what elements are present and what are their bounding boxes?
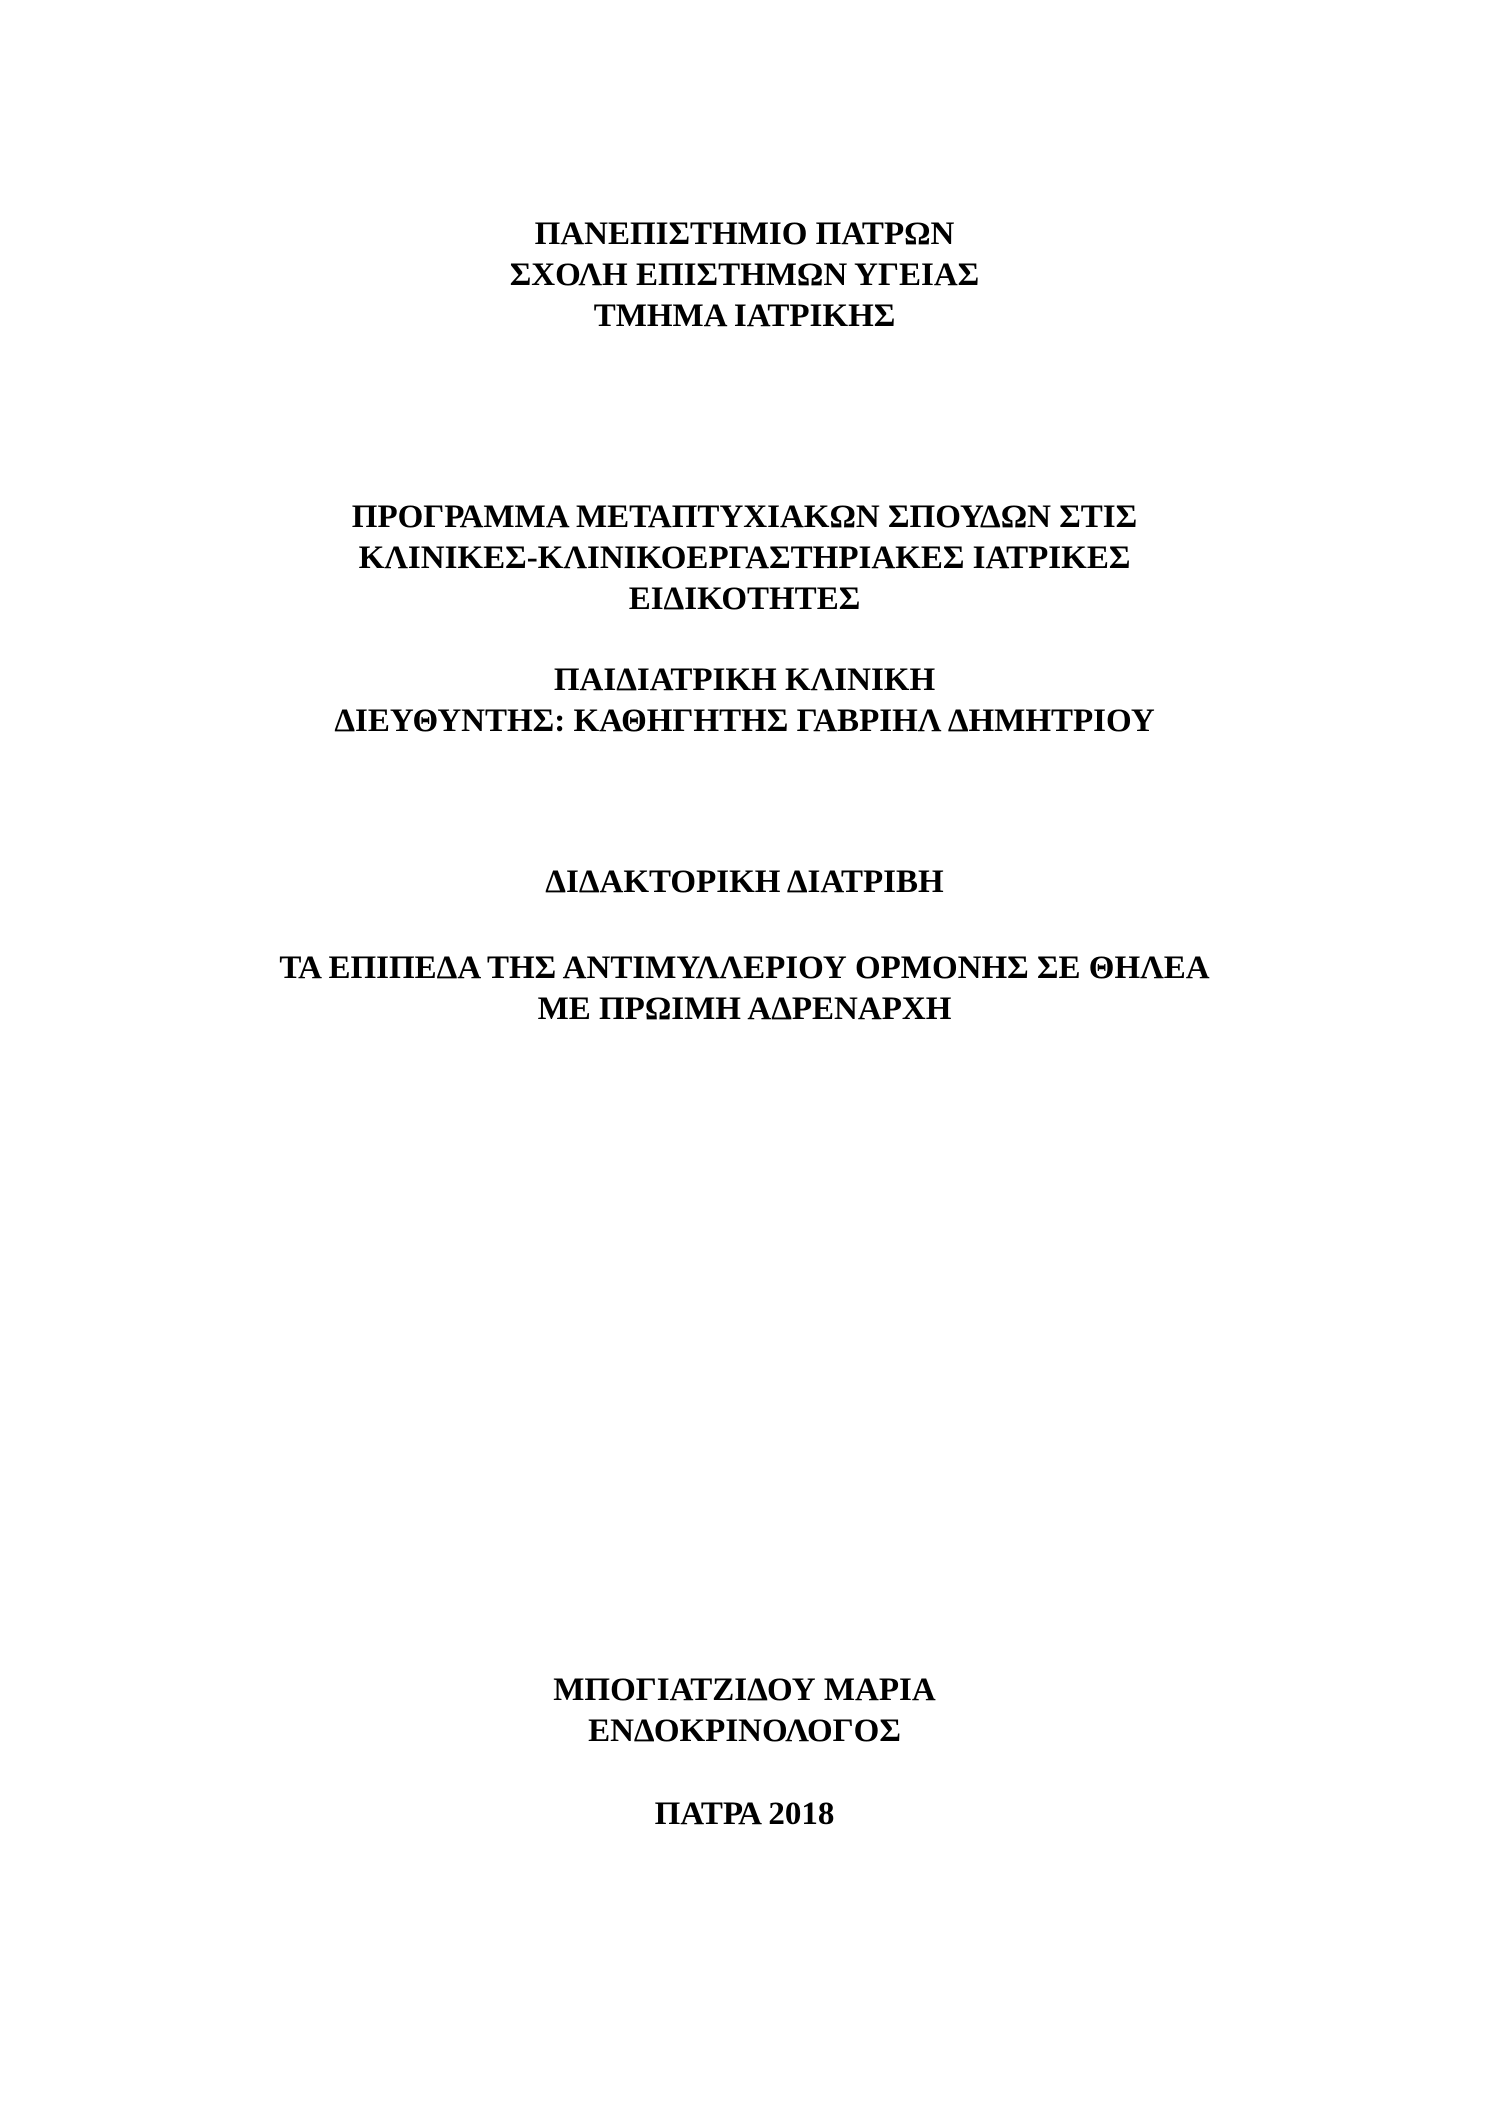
thesis-type: ΔΙΔΑΚΤΟΡΙΚΗ ΔΙΑΤΡΙΒΗ (545, 864, 944, 900)
department-name: ΤΜΗΜΑ ΙΑΤΡΙΚΗΣ (593, 298, 896, 334)
program-line: ΚΛΙΝΙΚΕΣ-ΚΛΙΝΙΚΟΕΡΓΑΣΤΗΡΙΑΚΕΣ ΙΑΤΡΙΚΕΣ (358, 540, 1131, 576)
place-year: ΠΑΤΡΑ 2018 (654, 1796, 835, 1832)
program-title (0, 497, 1489, 620)
program-line: ΕΙΔΙΚΟΤΗΤΕΣ (628, 581, 861, 617)
place-year-section (0, 1794, 1489, 1835)
school-name: ΣΧΟΛΗ ΕΠΙΣΤΗΜΩΝ ΥΓΕΙΑΣ (509, 257, 980, 293)
institution-header (0, 214, 1489, 337)
clinic-director: ΔΙΕΥΘΥΝΤΗΣ: ΚΑΘΗΓΗΤΗΣ ΓΑΒΡΙΗΛ ΔΗΜΗΤΡΙΟΥ (334, 703, 1155, 739)
thesis-title-line: ΤΑ ΕΠΙΠΕΔΑ ΤΗΣ ΑΝΤΙΜΥΛΛΕΡΙΟΥ ΟΡΜΟΝΗΣ ΣΕ ΘΗΛΕΑ (279, 950, 1210, 986)
thesis-title-line: ΜΕ ΠΡΩΙΜΗ ΑΔΡΕΝΑΡΧΗ (537, 991, 952, 1027)
thesis-type-section (0, 862, 1489, 903)
author-info (0, 1670, 1489, 1752)
clinic-name: ΠΑΙΔΙΑΤΡΙΚΗ ΚΛΙΝΙΚΗ (553, 662, 936, 698)
program-line: ΠΡΟΓΡΑΜΜΑ ΜΕΤΑΠΤΥΧΙΑΚΩΝ ΣΠΟΥΔΩΝ ΣΤΙΣ (351, 499, 1138, 535)
author-specialty: ΕΝΔΟΚΡΙΝΟΛΟΓΟΣ (588, 1713, 901, 1749)
clinic-info (0, 660, 1489, 742)
author-name: ΜΠΟΓΙΑΤΖΙΔΟΥ ΜΑΡΙΑ (553, 1672, 936, 1708)
university-name: ΠΑΝΕΠΙΣΤΗΜΙΟ ΠΑΤΡΩΝ (534, 216, 955, 252)
thesis-title (0, 948, 1489, 1030)
